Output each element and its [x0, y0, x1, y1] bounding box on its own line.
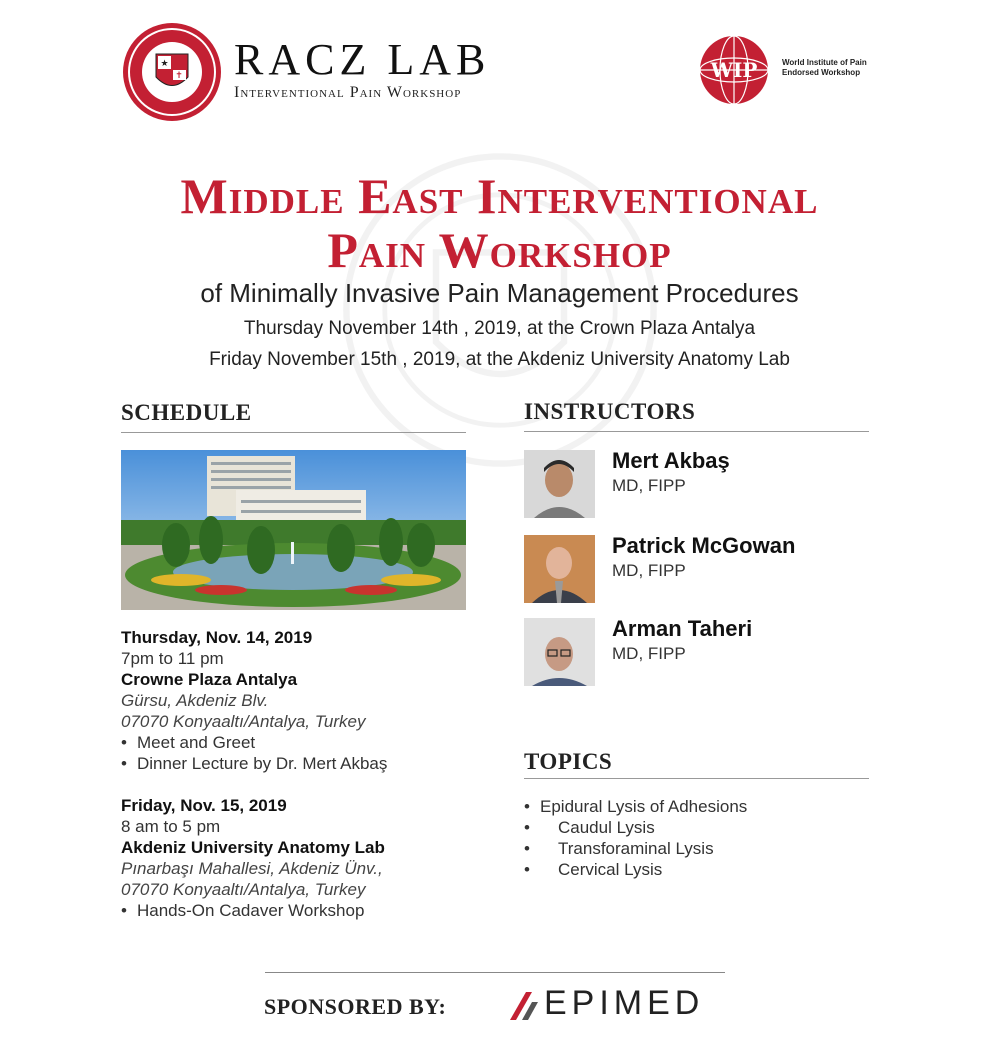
topic-item: • Caudul Lysis: [524, 818, 655, 837]
sponsor-company: EPIMED: [544, 984, 705, 1022]
topic-item: • Epidural Lysis of Adhesions: [524, 797, 748, 816]
schedule-address-line2: 07070 Konyaaltı/Antalya, Turkey: [121, 880, 366, 899]
schedule-venue: Crowne Plaza Antalya: [121, 670, 298, 689]
schedule-day-date: Friday, Nov. 15, 2019: [121, 796, 287, 815]
epimed-logo: [508, 984, 705, 1027]
brand: [234, 35, 491, 102]
topic-item: • Cervical Lysis: [524, 860, 663, 879]
schedule-rule: [121, 432, 466, 433]
event-date-2: Friday November 15th , 2019, at the Akdeniz University Anatomy Lab: [209, 349, 790, 370]
instructor-credentials: MD, FIPP: [612, 644, 686, 663]
instructors-heading: INSTRUCTORS: [524, 399, 696, 424]
schedule-day-2: [121, 795, 385, 921]
schedule-item: • Dinner Lecture by Dr. Mert Akbaş: [121, 754, 388, 773]
sponsor-divider: [265, 972, 725, 973]
wip-endorsement-logo: [694, 30, 884, 110]
schedule-address-line2: 07070 Konyaaltı/Antalya, Turkey: [121, 712, 366, 731]
instructor-photo-mert-akbas: [524, 450, 595, 518]
instructor-photo-patrick-mcgowan: [524, 535, 595, 603]
schedule-day-date: Thursday, Nov. 14, 2019: [121, 628, 313, 647]
epimed-mark-icon: [508, 988, 542, 1022]
topics-heading: TOPICS: [524, 749, 613, 774]
svg-text:✝: ✝: [175, 71, 183, 81]
racz-lab-seal-logo: [122, 22, 222, 122]
event-date-1: Thursday November 14th , 2019, at the Crown Plaza Antalya: [243, 318, 756, 339]
schedule-day-time: 7pm to 11 pm: [121, 649, 224, 668]
instructors-rule: [524, 431, 869, 432]
instructor-name: Arman Taheri: [612, 616, 753, 641]
instructor-name: Mert Akbaş: [612, 448, 730, 473]
hotel-photo: [121, 450, 466, 610]
instructor-photo-arman-taheri: [524, 618, 595, 686]
schedule-item: • Hands-On Cadaver Workshop: [121, 901, 365, 920]
event-subtitle: of Minimally Invasive Pain Management Procedures: [200, 278, 799, 308]
instructor-name: Patrick McGowan: [612, 533, 796, 558]
svg-text:WIP: WIP: [710, 58, 758, 82]
schedule-day-time: 8 am to 5 pm: [121, 817, 221, 836]
schedule-heading: SCHEDULE: [121, 400, 252, 425]
wip-logo-text: World Institute of Pain Endorsed Workshop: [782, 58, 867, 77]
topics-rule: [524, 778, 869, 779]
brand-subtitle: Interventional Pain Workshop: [234, 84, 462, 101]
schedule-address-line1: Pınarbaşı Mahallesi, Akdeniz Ünv.,: [121, 859, 383, 878]
brand-title: RACZ LAB: [234, 35, 491, 84]
event-title-line1: Middle East Interventional: [180, 168, 819, 224]
globe-icon: [694, 30, 774, 110]
schedule-item: • Meet and Greet: [121, 733, 256, 752]
topic-item: • Transforaminal Lysis: [524, 839, 714, 858]
topics-list: [524, 796, 747, 880]
svg-text:★: ★: [160, 59, 169, 69]
schedule-address-line1: Gürsu, Akdeniz Blv.: [121, 691, 269, 710]
event-title-line2: Pain Workshop: [327, 222, 672, 278]
instructor-credentials: MD, FIPP: [612, 476, 686, 495]
sponsor-label: SPONSORED BY:: [264, 994, 447, 1019]
instructor-credentials: MD, FIPP: [612, 561, 686, 580]
schedule-venue: Akdeniz University Anatomy Lab: [121, 838, 385, 857]
schedule-day-1: [121, 627, 387, 774]
